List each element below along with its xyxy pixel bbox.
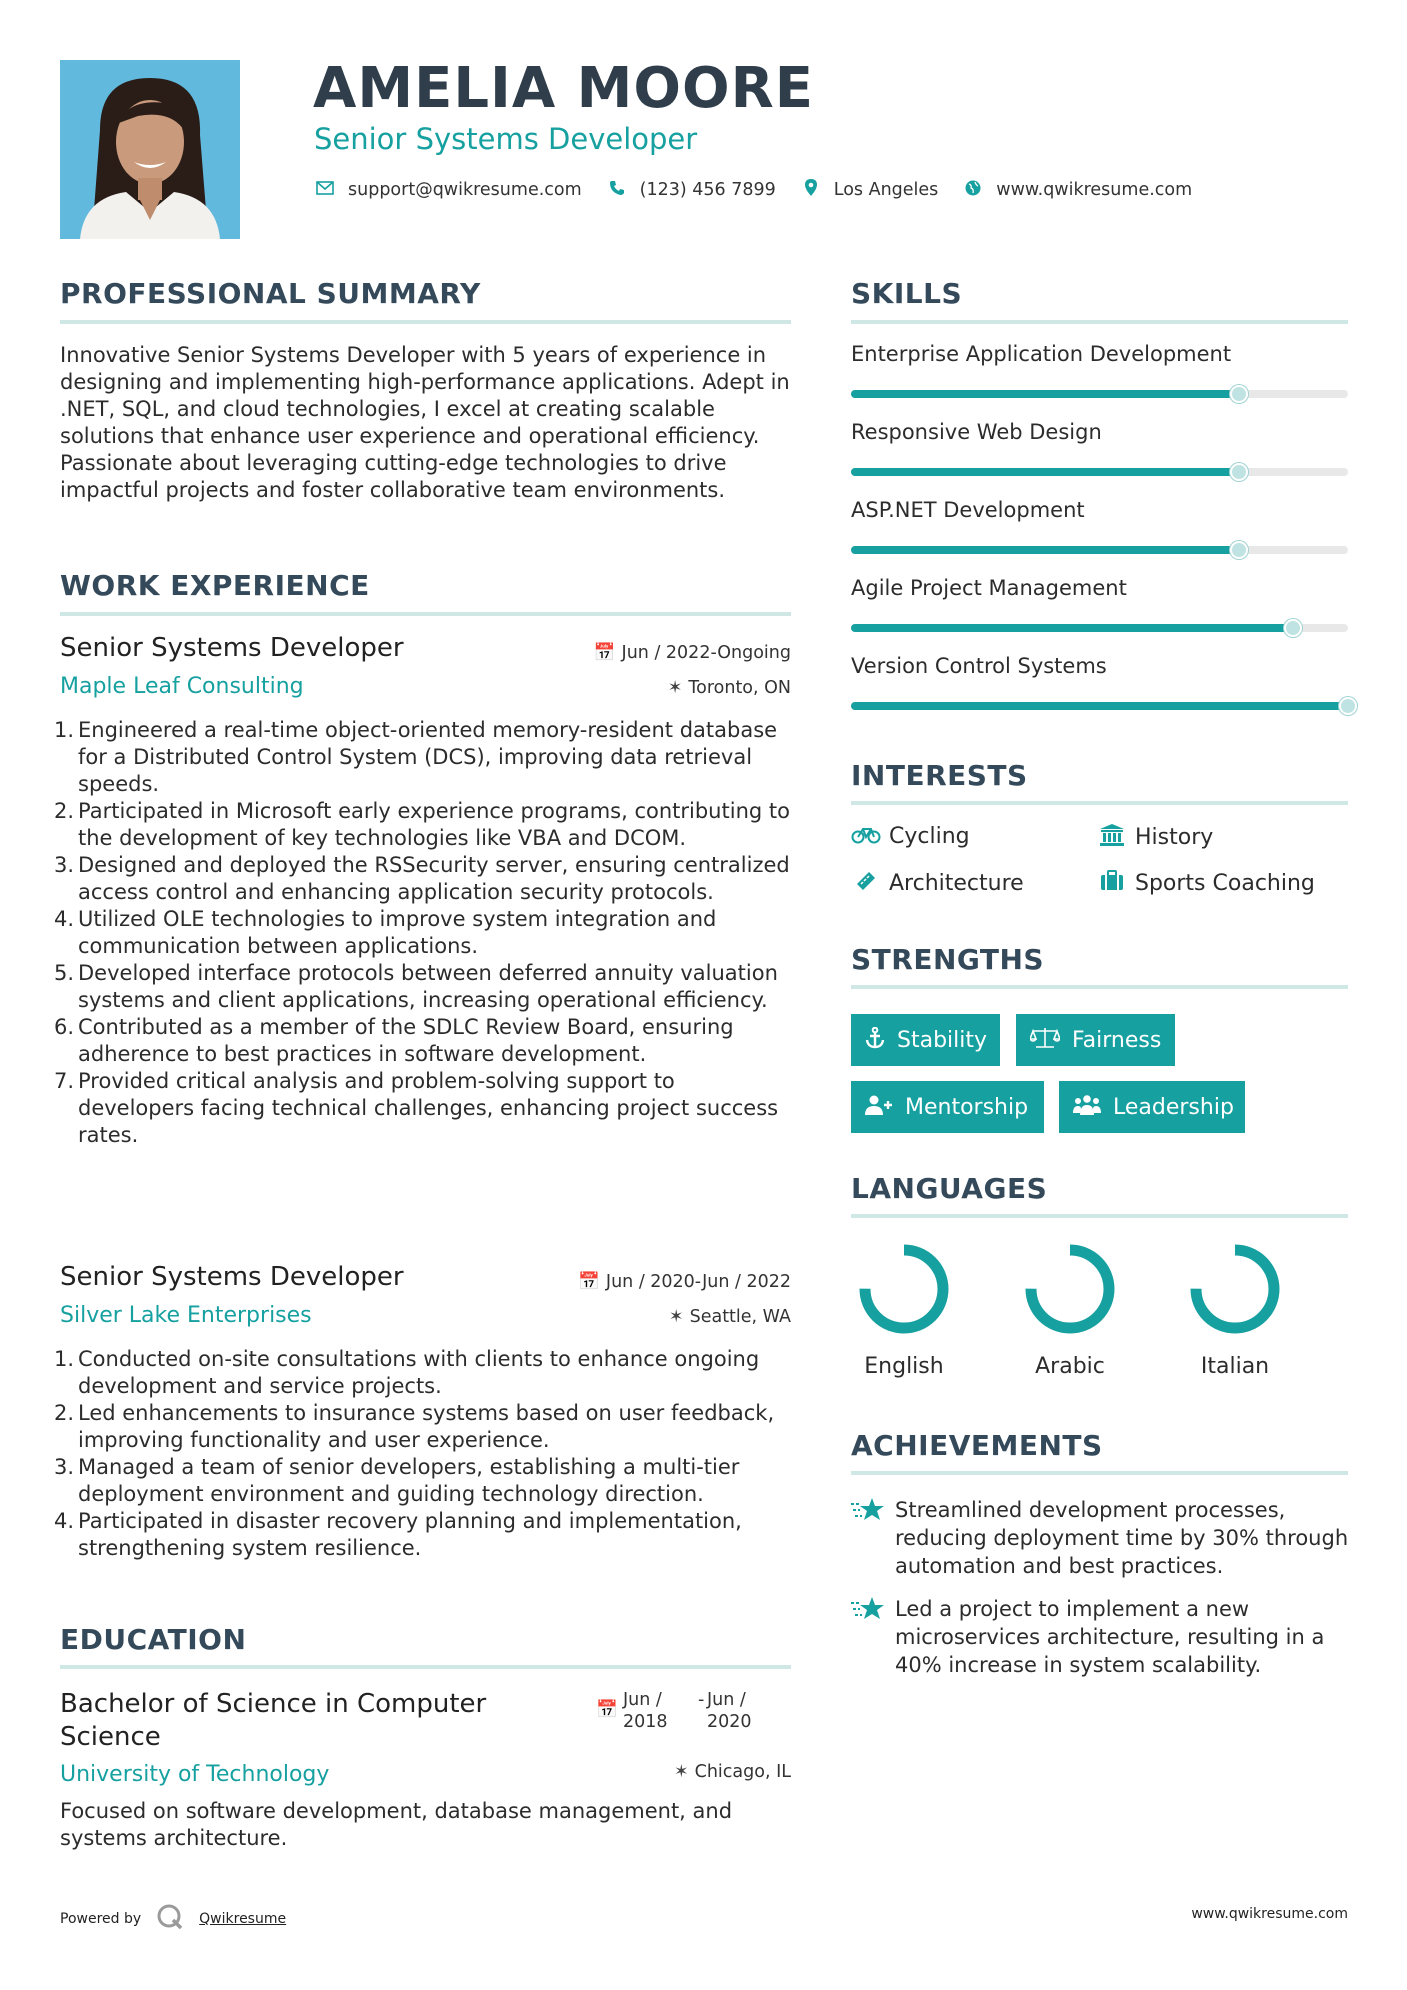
- job-2-company: Silver Lake Enterprises: [60, 1303, 312, 1328]
- skill-bar-fill: [851, 468, 1239, 476]
- job-2-location-text: Seattle, WA: [689, 1307, 791, 1327]
- briefcase-icon: [1097, 870, 1127, 896]
- achievement-item: [851, 1496, 1361, 1580]
- list-item: 1. Engineered a real-time object-oriented memory-resident database for a Distributed Control System (DCS), improving data retrieval speeds.: [54, 718, 778, 796]
- interest-label: Cycling: [889, 824, 970, 849]
- interest-label: History: [1135, 825, 1214, 850]
- contact-email[interactable]: support@qwikresume.com: [348, 180, 582, 200]
- degree-line-1: Bachelor of Science in Computer: [60, 1689, 487, 1719]
- language-label: Arabic: [1035, 1354, 1105, 1379]
- skill-label: Enterprise Application Development: [851, 342, 1232, 366]
- interest-label: Sports Coaching: [1135, 870, 1315, 896]
- education-location-text: Chicago, IL: [694, 1762, 791, 1782]
- calendar-icon: 📅: [596, 1700, 618, 1720]
- profile-photo: [60, 60, 240, 239]
- bullet-text: Designed and deployed the RSSecurity server, ensuring centralized access control and enhancing application security protocols.: [78, 853, 790, 904]
- skill-bar-track: [851, 624, 1348, 632]
- powered-by-label: Powered by: [60, 1911, 142, 1927]
- job-1-company: Maple Leaf Consulting: [60, 674, 304, 699]
- language-ring-arc: [1031, 1250, 1109, 1328]
- pushpin-icon: ✶: [673, 1762, 689, 1782]
- summary-heading: PROFESSIONAL SUMMARY: [60, 277, 481, 310]
- map-pin-icon: [800, 179, 822, 201]
- contact-bar: [314, 179, 1216, 201]
- language-label: Italian: [1200, 1354, 1270, 1379]
- bullet-text: Managed a team of senior developers, establishing a multi-tier deployment environment and guiding technology direction.: [78, 1455, 740, 1506]
- bicycle-icon: [851, 825, 881, 849]
- list-item: 2. Participated in Microsoft early experience programs, contributing to the development of key technologies like VBA and DCOM.: [54, 799, 790, 850]
- list-item: 1. Conducted on-site consultations with clients to enhance ongoing development and service projects.: [54, 1347, 760, 1398]
- education-heading: EDUCATION: [60, 1623, 247, 1656]
- education-description: Focused on software development, database management, and systems architecture.: [60, 1799, 733, 1850]
- edu-start-month: Jun /: [623, 1690, 662, 1710]
- envelope-icon: [314, 180, 336, 200]
- bullet-text: Developed interface protocols between deferred annuity valuation systems and client applications, increasing operational efficiency.: [78, 961, 778, 1012]
- qwikresume-logo-icon: [155, 1902, 185, 1936]
- job-2-title: Senior Systems Developer: [60, 1262, 404, 1292]
- edu-date-dash: -: [698, 1690, 705, 1710]
- footer-powered-by: [60, 1902, 286, 1936]
- skill-label: ASP.NET Development: [851, 498, 1085, 522]
- achievement-text: Streamlined development processes, reducing deployment time by 30% through automation and best practices.: [895, 1498, 1349, 1578]
- landmark-icon: [1097, 824, 1127, 851]
- bullet-text: Participated in disaster recovery planning and implementation, strengthening system resilience.: [78, 1509, 742, 1560]
- calendar-icon: 📅: [593, 643, 616, 663]
- bullet-text: Contributed as a member of the SDLC Review Board, ensuring adherence to best practices in software development.: [78, 1015, 734, 1066]
- achievement-item: [851, 1595, 1361, 1679]
- job-1-dates: [594, 643, 791, 663]
- job-2-bullets: [54, 1346, 795, 1562]
- job-2-location: [669, 1307, 791, 1327]
- job-1-dates-text: Jun / 2022-Ongoing: [621, 643, 791, 663]
- interest-label: Architecture: [889, 871, 1024, 896]
- skill-bar-track: [851, 390, 1348, 398]
- job-2-dates-text: Jun / 2020-Jun / 2022: [605, 1272, 791, 1292]
- strength-chip-stability: [851, 1014, 1000, 1066]
- degree-title: [60, 1688, 486, 1754]
- list-item: 5. Developed interface protocols between deferred annuity valuation systems and client applications, increasing operational efficiency.: [54, 961, 778, 1012]
- achievements-heading: ACHIEVEMENTS: [851, 1429, 1103, 1462]
- candidate-name: AMELIA MOORE: [313, 56, 814, 121]
- strengths-heading: STRENGTHS: [851, 943, 1045, 976]
- strength-label: Stability: [897, 1027, 988, 1053]
- skills-heading: SKILLS: [851, 277, 963, 310]
- skill-bar-knob: [1230, 541, 1248, 559]
- list-item: 3. Managed a team of senior developers, establishing a multi-tier deployment environment and guiding technology direction.: [54, 1455, 740, 1506]
- pushpin-icon: ✶: [667, 678, 683, 698]
- balance-scale-icon: [1030, 1027, 1060, 1054]
- skill-bar-fill: [851, 546, 1239, 554]
- education-location: [674, 1762, 791, 1782]
- bullet-text: Utilized OLE technologies to improve system integration and communication between applications.: [78, 907, 717, 958]
- job-1-location: [668, 678, 791, 698]
- achievement-text: Led a project to implement a new microservices architecture, resulting in a 40% increase in system scalability.: [895, 1597, 1325, 1677]
- drafting-icon: [851, 870, 881, 897]
- strength-chip-mentorship: [851, 1081, 1044, 1133]
- globe-icon: [962, 180, 984, 201]
- strength-label: Fairness: [1072, 1027, 1162, 1053]
- job-2-dates: [578, 1272, 791, 1292]
- edu-end-month: Jun /: [707, 1690, 746, 1710]
- strength-label: Mentorship: [905, 1094, 1029, 1120]
- list-item: 7. Provided critical analysis and problem-solving support to developers facing technical challenges, enhancing project success rates.: [54, 1069, 779, 1147]
- footer-website[interactable]: www.qwikresume.com: [1191, 1906, 1348, 1922]
- shooting-star-icon: [851, 1496, 895, 1580]
- language-ring: [856, 1241, 952, 1341]
- education-divider: [60, 1665, 791, 1669]
- interests-divider: [851, 801, 1348, 805]
- strength-chip-leadership: [1059, 1081, 1245, 1133]
- degree-line-2: Science: [60, 1722, 161, 1752]
- skill-label: Agile Project Management: [851, 576, 1127, 600]
- skill-bar-fill: [851, 702, 1348, 710]
- interest-cycling: [851, 824, 970, 849]
- skill-bar-knob: [1230, 463, 1248, 481]
- job-1-bullets: [54, 717, 795, 1149]
- list-item: 4. Participated in disaster recovery planning and implementation, strengthening system resilience.: [54, 1509, 742, 1560]
- languages-heading: LANGUAGES: [851, 1172, 1048, 1205]
- summary-divider: [60, 320, 791, 324]
- skill-bar-knob: [1339, 697, 1357, 715]
- edu-start-year: 2018: [623, 1712, 668, 1732]
- experience-heading: WORK EXPERIENCE: [60, 569, 370, 602]
- contact-location: Los Angeles: [833, 180, 939, 200]
- pushpin-icon: ✶: [668, 1307, 684, 1327]
- interest-history: [1097, 824, 1213, 851]
- language-ring-arc: [1196, 1250, 1274, 1328]
- job-1-location-text: Toronto, ON: [688, 678, 791, 698]
- skill-bar-knob: [1230, 385, 1248, 403]
- bullet-text: Provided critical analysis and problem-solving support to developers facing technical challenges, enhancing project success rates.: [78, 1069, 779, 1147]
- language-label: English: [864, 1354, 944, 1379]
- contact-website[interactable]: www.qwikresume.com: [996, 180, 1193, 200]
- anchor-icon: [865, 1027, 885, 1054]
- bullet-text: Conducted on-site consultations with clients to enhance ongoing development and service projects.: [78, 1347, 760, 1398]
- interest-sports-coaching: [1097, 870, 1315, 896]
- summary-text: Innovative Senior Systems Developer with 5 years of experience in designing and implementing high-performance applications. Adept in .NET, SQL, and cloud technologies, I excel at creating scalable solutions that enhance user experience and operational efficiency. Passionate about leveraging cutting-edge technologies to drive impactful projects and foster collaborative team environments.: [60, 343, 790, 502]
- skill-bar-fill: [851, 624, 1293, 632]
- skill-bar-knob: [1284, 619, 1302, 637]
- skill-bar-fill: [851, 390, 1239, 398]
- skill-label: Responsive Web Design: [851, 420, 1102, 444]
- bullet-text: Engineered a real-time object-oriented memory-resident database for a Distributed Control System (DCS), improving data retrieval speeds.: [78, 718, 778, 796]
- strength-label: Leadership: [1113, 1094, 1234, 1120]
- phone-icon: [606, 180, 628, 201]
- calendar-icon: 📅: [578, 1272, 600, 1292]
- achievements-divider: [851, 1471, 1348, 1475]
- skills-divider: [851, 320, 1348, 324]
- skill-bar-track: [851, 468, 1348, 476]
- skill-bar-track: [851, 702, 1348, 710]
- interests-heading: INTERESTS: [851, 759, 1028, 792]
- users-icon: [1073, 1095, 1101, 1120]
- list-item: 2. Led enhancements to insurance systems based on user feedback, improving functionality and user experience.: [54, 1401, 775, 1452]
- language-ring-arc: [865, 1250, 943, 1328]
- interest-architecture: [851, 870, 1024, 897]
- bullet-text: Participated in Microsoft early experience programs, contributing to the development of key technologies like VBA and DCOM.: [78, 799, 790, 850]
- language-ring: [1187, 1241, 1283, 1341]
- edu-end-year: 2020: [707, 1712, 752, 1732]
- experience-divider: [60, 612, 791, 616]
- qwikresume-link[interactable]: Qwikresume: [199, 1911, 287, 1927]
- skill-label: Version Control Systems: [851, 654, 1107, 678]
- bullet-text: Led enhancements to insurance systems based on user feedback, improving functionality and user experience.: [78, 1401, 775, 1452]
- contact-phone[interactable]: (123) 456 7899: [639, 180, 776, 200]
- list-item: 4. Utilized OLE technologies to improve system integration and communication between applications.: [54, 907, 717, 958]
- shooting-star-icon: [851, 1595, 895, 1679]
- user-plus-icon: [865, 1095, 893, 1120]
- school-name: University of Technology: [60, 1762, 330, 1787]
- list-item: 3. Designed and deployed the RSSecurity server, ensuring centralized access control and enhancing application security protocols.: [54, 853, 790, 904]
- candidate-title: Senior Systems Developer: [314, 122, 698, 156]
- strengths-divider: [851, 985, 1348, 989]
- skill-bar-track: [851, 546, 1348, 554]
- portrait-image: [60, 60, 240, 239]
- languages-divider: [851, 1214, 1348, 1218]
- list-item: 6. Contributed as a member of the SDLC Review Board, ensuring adherence to best practices in software development.: [54, 1015, 734, 1066]
- language-ring: [1022, 1241, 1118, 1341]
- job-1-title: Senior Systems Developer: [60, 633, 404, 663]
- strength-chip-fairness: [1016, 1014, 1175, 1066]
